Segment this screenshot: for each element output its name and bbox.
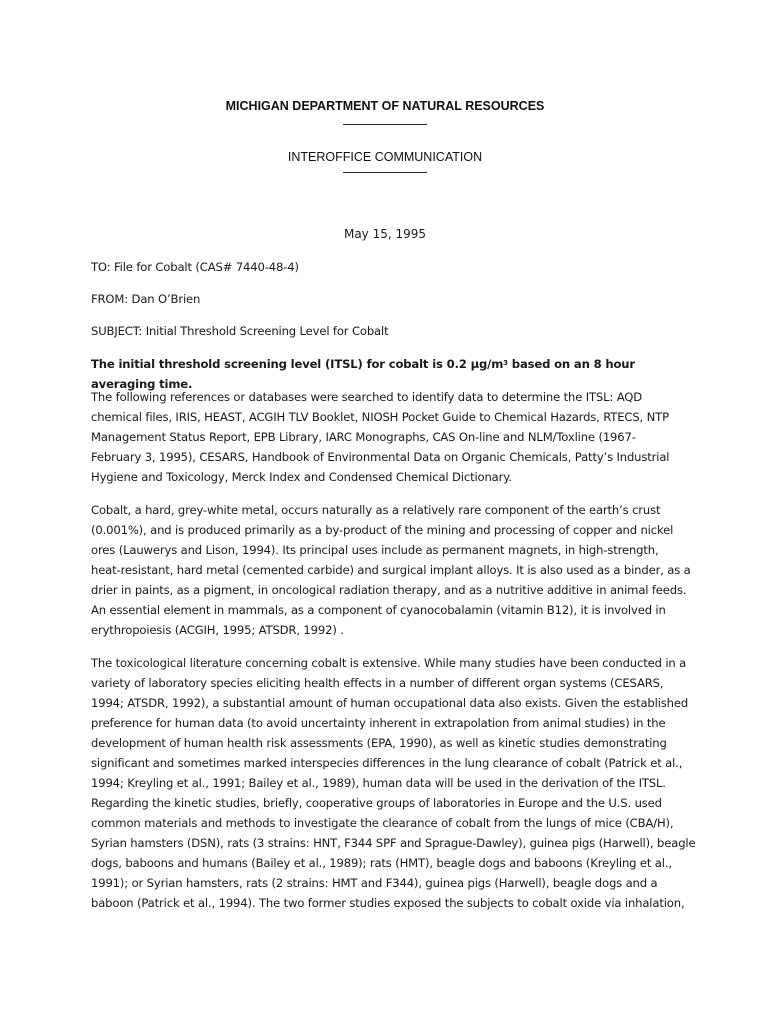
paragraph-line: 1994; Kreyling et al., 1991; Bailey et al., 1989), human data will be used in the derivation of the ITSL. bbox=[91, 776, 666, 790]
subtitle-underline bbox=[0, 172, 770, 173]
paragraph-line: 1994; ATSDR, 1992), a substantial amount of human occupational data also exists. Given the established bbox=[91, 696, 689, 710]
paragraph-line: February 3, 1995), CESARS, Handbook of Environmental Data on Organic Chemicals, Patty’s Industrial bbox=[91, 450, 670, 464]
paragraph-line: ores (Lauwerys and Lison, 1994). Its principal uses include as permanent magnets, in high-strength, bbox=[91, 543, 659, 557]
paragraph-line: Cobalt, a hard, grey-white metal, occurs naturally as a relatively rare component of the earth’s crust bbox=[91, 503, 661, 517]
memo-subject: SUBJECT: Initial Threshold Screening Level for Cobalt bbox=[91, 324, 389, 338]
agency-title: MICHIGAN DEPARTMENT OF NATURAL RESOURCES bbox=[225, 99, 545, 113]
itsl-unit-exponent: 3 bbox=[503, 359, 508, 367]
paragraph-line: Management Status Report, EPB Library, IARC Monographs, CAS On-line and NLM/Toxline (1967- bbox=[91, 430, 636, 444]
cobalt-description-paragraph bbox=[91, 500, 691, 640]
paragraph-line: significant and sometimes marked interspecies differences in the lung clearance of cobalt (Patrick et al., bbox=[91, 756, 683, 770]
communication-type: INTEROFFICE COMMUNICATION bbox=[287, 150, 483, 164]
paragraph-line: baboon (Patrick et al., 1994). The two former studies exposed the subjects to cobalt oxide via inhalation, bbox=[91, 896, 685, 910]
paragraph-line: erythropoiesis (ACGIH, 1995; ATSDR, 1992) . bbox=[91, 623, 344, 637]
paragraph-line: heat-resistant, hard metal (cemented carbide) and surgical implant alloys. It is also used as a binder, as a bbox=[91, 563, 691, 577]
toxicology-paragraph bbox=[91, 653, 696, 913]
itsl-summary-tail: based on an 8 hour averaging time. bbox=[91, 357, 635, 391]
itsl-summary-text: The initial threshold screening level (ITSL) for cobalt is 0.2 µg/m bbox=[91, 357, 504, 371]
paragraph-line: preference for human data (to avoid uncertainty inherent in extrapolation from animal studies) in the bbox=[91, 716, 666, 730]
paragraph-line: dogs, baboons and humans (Bailey et al., 1989); rats (HMT), beagle dogs and baboons (Kreyling et al., bbox=[91, 856, 672, 870]
paragraph-line: An essential element in mammals, as a component of cyanocobalamin (vitamin B12), it is involved in bbox=[91, 603, 666, 617]
memo-from: FROM: Dan O’Brien bbox=[91, 292, 201, 306]
references-paragraph bbox=[91, 387, 681, 487]
memo-to: TO: File for Cobalt (CAS# 7440-48-4) bbox=[91, 260, 299, 274]
paragraph-line: The following references or databases were searched to identify data to determine the ITSL: AQD bbox=[91, 390, 643, 404]
paragraph-line: chemical files, IRIS, HEAST, ACGIH TLV Booklet, NIOSH Pocket Guide to Chemical Hazards, RTECS, NTP bbox=[91, 410, 669, 424]
paragraph-line: common materials and methods to investigate the clearance of cobalt from the lungs of mice (CBA/H), bbox=[91, 816, 674, 830]
paragraph-line: Regarding the kinetic studies, briefly, cooperative groups of laboratories in Europe and the U.S. used bbox=[91, 796, 662, 810]
paragraph-line: The toxicological literature concerning cobalt is extensive. While many studies have been conducted in a bbox=[91, 656, 687, 670]
paragraph-line: (0.001%), and is produced primarily as a by-product of the mining and processing of copper and nickel bbox=[91, 523, 674, 537]
paragraph-line: Hygiene and Toxicology, Merck Index and Condensed Chemical Dictionary. bbox=[91, 470, 512, 484]
paragraph-line: Syrian hamsters (DSN), rats (3 strains: HNT, F344 SPF and Sprague-Dawley), guinea pigs (Harwell), beagle bbox=[91, 836, 696, 850]
paragraph-line: development of human health risk assessments (EPA, 1990), as well as kinetic studies demonstrating bbox=[91, 736, 667, 750]
paragraph-line: variety of laboratory species eliciting health effects in a number of different organ systems (CESARS, bbox=[91, 676, 664, 690]
memo-date: May 15, 1995 bbox=[343, 227, 427, 241]
paragraph-line: 1991); or Syrian hamsters, rats (2 strains: HMT and F344), guinea pigs (Harwell), beagle dogs and a bbox=[91, 876, 658, 890]
title-underline bbox=[0, 124, 770, 125]
paragraph-line: drier in paints, as a pigment, in oncological radiation therapy, and as a nutritive additive in animal feeds. bbox=[91, 583, 687, 597]
